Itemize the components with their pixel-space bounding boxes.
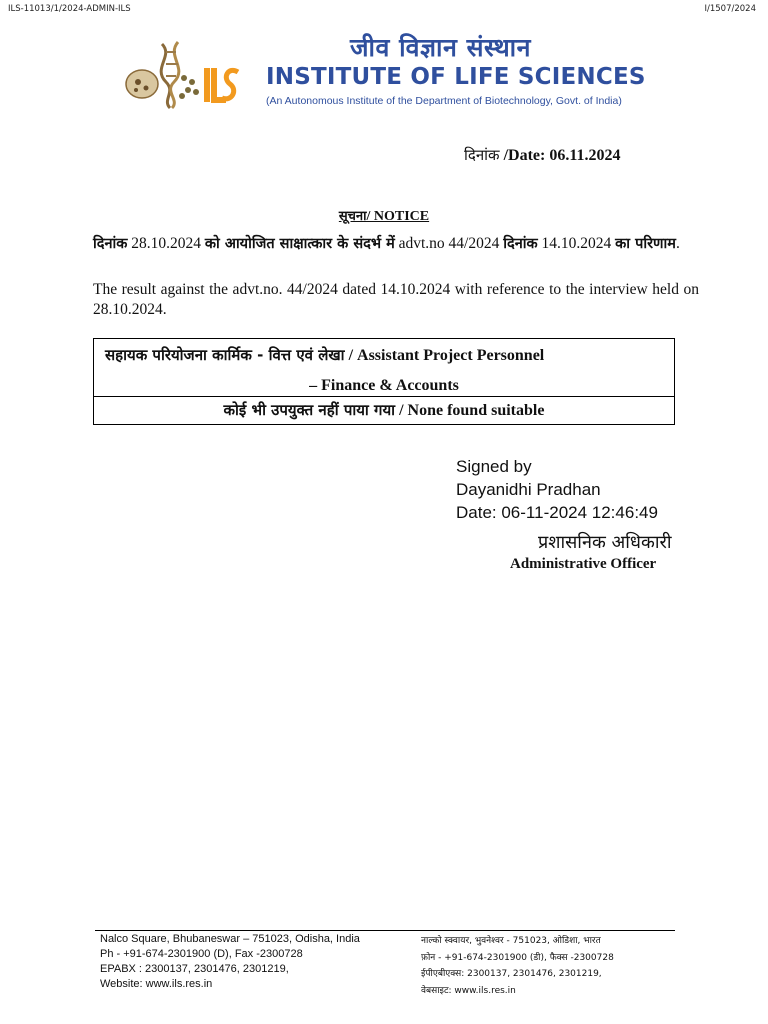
sentence-end: . <box>675 235 680 252</box>
footer-website-hindi: वेबसाइट: www.ils.res.in <box>421 985 516 996</box>
footer-phone-hindi: फ़ोन - +91-674-2301900 (डी), फैक्स -2300728 <box>421 952 614 963</box>
notice-title-english: / NOTICE <box>366 209 430 224</box>
hindi-text-segment: दिनांक <box>93 236 128 252</box>
hindi-text-segment: को आयोजित साक्षात्कार के संदर्भ में <box>204 236 395 252</box>
footer-epabx: EPABX : 2300137, 2301476, 2301219, <box>100 963 289 975</box>
result-row <box>94 397 674 424</box>
result-table <box>93 338 675 425</box>
notice-date <box>464 145 620 165</box>
institute-subtitle: (An Autonomous Institute of the Department of Biotechnology, Govt. of India) <box>266 95 622 107</box>
advertisement-number: advt.no 44/2024 <box>398 235 500 252</box>
designation-hindi: प्रशासनिक अधिकारी <box>538 532 672 553</box>
footer-address-hindi: नाल्को स्क्वायर, भुवनेश्वर - 751023, ओडिशा, भारत <box>421 936 601 946</box>
advertisement-date: 14.10.2024 <box>541 235 612 252</box>
digital-signature <box>456 455 658 524</box>
notice-paragraph-hindi <box>93 234 699 255</box>
result-hindi: कोई भी उपयुक्त नहीं पाया गया <box>223 401 396 419</box>
institute-name-hindi: जीव विज्ञान संस्थान <box>350 33 532 62</box>
notice-title-hindi: सूचना <box>338 209 367 224</box>
signed-by-label: Signed by <box>456 457 532 476</box>
hindi-text-segment: दिनांक <box>503 236 538 252</box>
hindi-text-segment: का परिणाम <box>615 236 676 252</box>
result-text <box>94 400 674 420</box>
post-title-line-1 <box>105 345 544 365</box>
signer-name: Dayanidhi Pradhan <box>456 480 601 499</box>
ils-dna-logo-icon <box>122 38 240 110</box>
post-title-line-2: – Finance & Accounts <box>309 377 459 394</box>
post-row <box>94 339 674 397</box>
post-title-english: / Assistant Project Personnel <box>348 347 545 364</box>
notice-paragraph-english: The result against the advt.no. 44/2024 dated 14.10.2024 with reference to the interview held on 28.10.2024. <box>93 281 699 318</box>
date-label-hindi: दिनांक <box>464 146 500 164</box>
date-label-english: /Date: 06.11.2024 <box>503 147 621 164</box>
signature-datetime: Date: 06-11-2024 12:46:49 <box>456 503 658 522</box>
notice-title <box>0 206 768 225</box>
footer-address: Nalco Square, Bhubaneswar – 751023, Odisha, India <box>100 933 360 945</box>
result-english: / None found suitable <box>399 402 545 419</box>
footer-divider <box>95 930 675 931</box>
reference-number-stamp: I/1507/2024 <box>704 4 756 14</box>
footer-contact-hindi <box>421 933 614 999</box>
footer-contact-english <box>100 932 360 992</box>
footer-website: Website: www.ils.res.in <box>100 978 213 990</box>
post-title-hindi: सहायक परियोजना कार्मिक - वित्त एवं लेखा <box>105 346 345 364</box>
interview-date: 28.10.2024 <box>131 235 202 252</box>
designation-english: Administrative Officer <box>510 556 657 572</box>
footer-phone: Ph - +91-674-2301900 (D), Fax -2300728 <box>100 948 303 960</box>
footer-epabx-hindi: ईपीएबीएक्स: 2300137, 2301476, 2301219, <box>421 969 602 979</box>
file-number-stamp: ILS-11013/1/2024-ADMIN-ILS <box>8 4 131 14</box>
institute-name-english: INSTITUTE OF LIFE SCIENCES <box>266 64 646 90</box>
